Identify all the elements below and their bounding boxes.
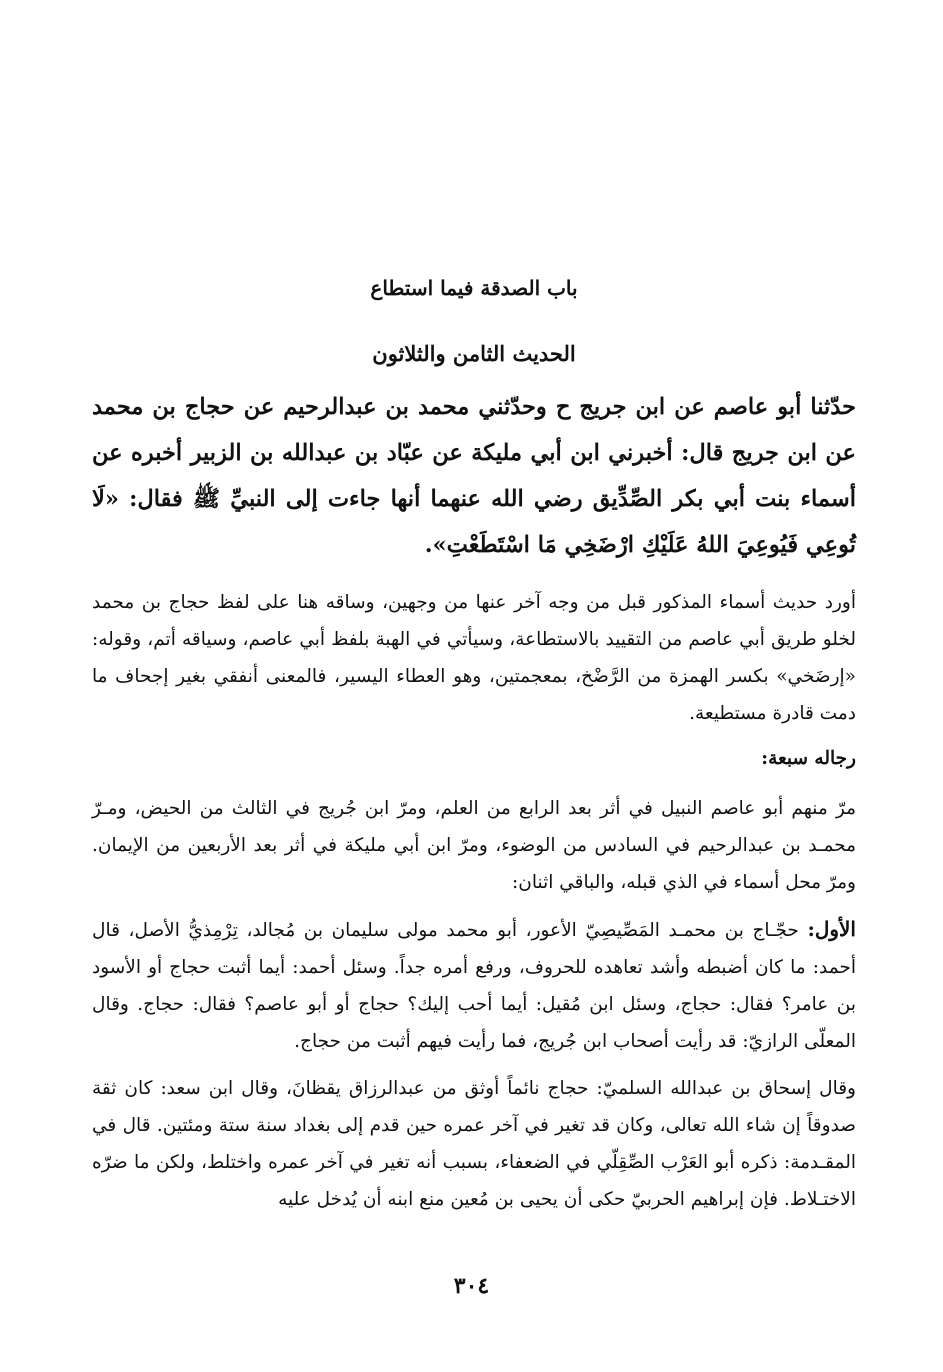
final-paragraph: وقال إسحاق بن عبدالله السلميّ: حجاج نائماً أوثق من عبدالرزاق يقظانَ، وقال ابن سعد: كان ثقة صدوقاً إن شاء الله تعالى، وكان قد تغير في آخر عمره حين قدم إلى بغداد سنة ستة ومئتين. قال في المقـدمة: ذكره أبو العَرْب الصِّقِلّي في الضعفاء، بسبب أنه تغير في آخر عمره واختلط، ولكن ما ضرّه الاختـلاط. فإن إبراهيم الحربيّ حكى أن يحيى بن مُعين منع ابنه أن يُدخل عليه	[92, 1078, 856, 1210]
commentary-paragraph: أورد حديث أسماء المذكور قبل من وجه آخر عنها من وجهين، وساقه هنا على لفظ حجاج بن محمد لخلو طريق أبي عاصم من التقييد بالاستطاعة، وسيأتي في الهبة بلفظ أبي عاصم، وسياقه أتم، وقوله: «إرضَخي» بكسر الهمزة من الرَّضْخ، بمعجمتين، وهو العطاء اليسير، فالمعنى أنفقي بغير إجحاف ما دمت قادرة مستطيعة.	[92, 592, 856, 724]
first-narrator-label: الأول:	[807, 917, 856, 941]
first-narrator-body: حجّـاج بن محمـد المَصِّيصِيّ الأعور، أبو محمد مولى سليمان بن مُجالد، تِرْمِذيُّ الأصل، قال أحمد: ما كان أضبطه وأشد تعاهده للحروف، ورفع أمره جداً. وسئل أحمد: أيما أثبت حجاج أو الأسود بن عامر؟ فقال: حجاج، وسئل ابن مُقيل: أيما أحب إليك؟ حجاج أو أبو عاصم؟ فقال: حجاج. وقال المعلّى الرازيّ: قد رأيت أصحاب ابن جُريج، فما رأيت فيهم أثبت من حجاج.	[92, 920, 856, 1052]
hadith-matn: حدّثنا أبو عاصم عن ابن جريج ح وحدّثني محمد بن عبدالرحيم عن حجاج بن محمد عن ابن جريج قال: أخبرني ابن أبي مليكة عن عبّاد بن عبدالله بن الزبير أخبره عن أسماء بنت أبي بكر الصِّدِّيق رضي الله عنهما أنها جاءت إلى النبيِّ ﷺ فقال: «لَا تُوعِي فَيُوعِيَ اللهُ عَلَيْكِ ارْضَخِي مَا اسْتَطَعْتِ».	[92, 394, 856, 558]
text-column	[92, 272, 856, 1228]
rijal-paragraph: مرّ منهم أبو عاصم النبيل في أثر بعد الرابع من العلم، ومرّ ابن جُريج في الثالث من الحيض، ومـرّ محمـد بن عبدالرحيم في السادس من الوضوء، ومرّ ابن أبي مليكة في أثر بعد الأربعين من الإيمان. ومرّ محل أسماء في الذي قبله، والباقي اثنان:	[92, 798, 856, 893]
rijal-heading: رجاله سبعة:	[761, 748, 856, 769]
chapter-title: باب الصدقة فيما استطاع	[370, 276, 578, 300]
page-number: ٣٠٤	[453, 1273, 490, 1299]
hadith-title: الحديث الثامن والثلاثون	[372, 341, 576, 366]
first-narrator-paragraph	[92, 911, 856, 1060]
